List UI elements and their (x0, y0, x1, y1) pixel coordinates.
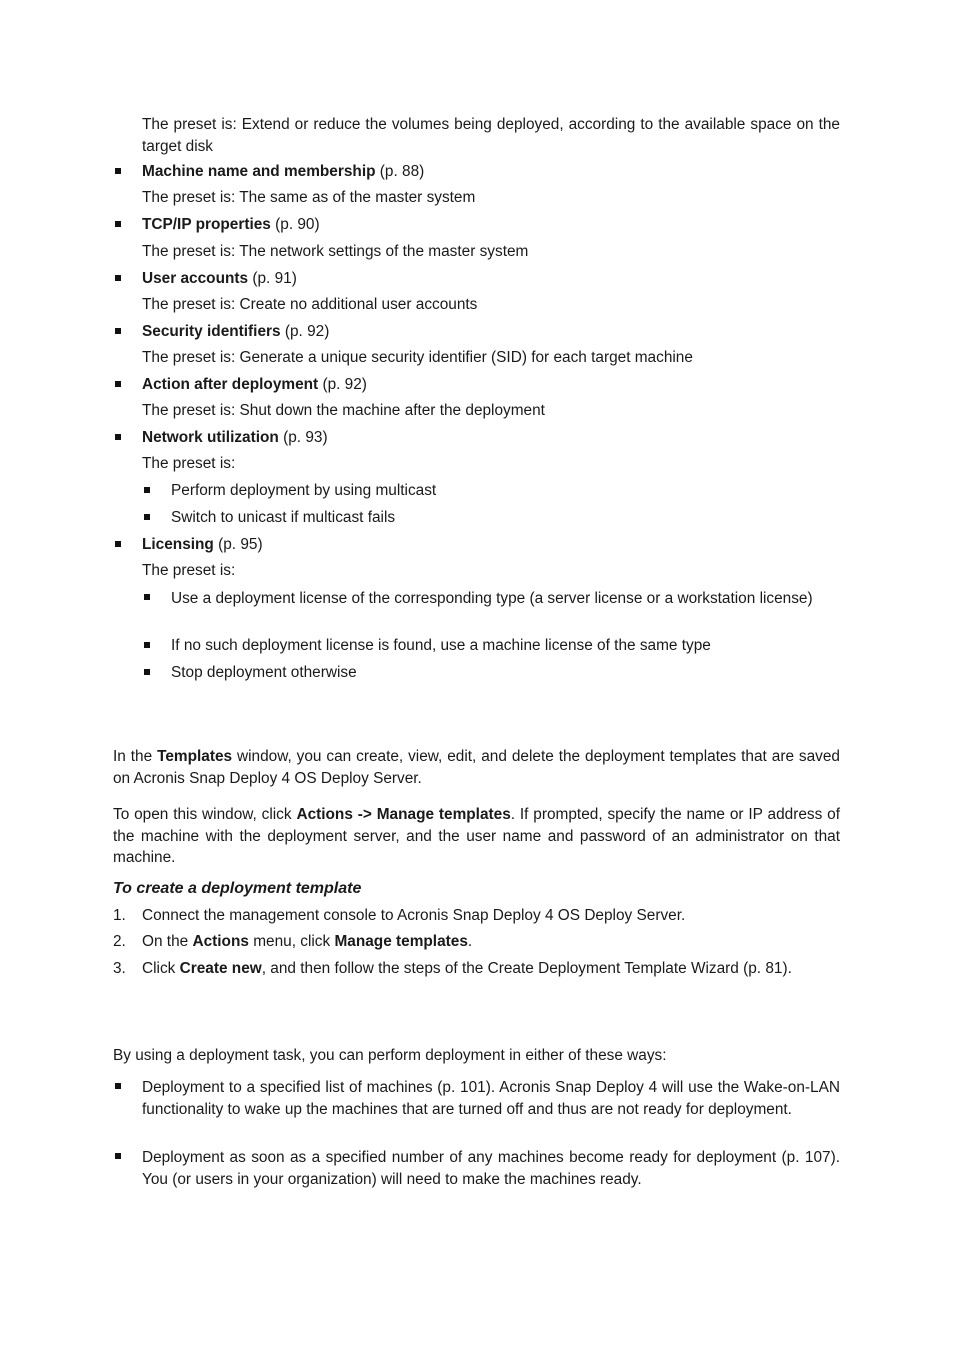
text: . If prompted, specify the name or IP address of the machine with the deployment server, and the user name and password of an administrator on that machine. (113, 806, 840, 866)
page-ref: (p. 88) (375, 163, 425, 180)
text: window, you can create, view, edit, and delete the deployment templates that are saved on Acronis Snap Deploy 4 OS Deploy Server. (113, 748, 840, 787)
page-ref: (p. 91) (248, 270, 297, 287)
step-text (142, 932, 472, 952)
sub-item: Stop deployment otherwise (171, 664, 357, 681)
setting-item (142, 162, 424, 182)
templates-paragraph (113, 746, 840, 789)
preset-text: The preset is: Generate a unique security identifier (SID) for each target machine (142, 349, 693, 366)
preset-text: The preset is: The network settings of the master system (142, 243, 529, 260)
bullet-icon (115, 381, 121, 387)
setting-title: Network utilization (142, 429, 279, 446)
setting-item (142, 269, 297, 289)
preset-text: The preset is: (142, 562, 236, 579)
page-ref: (p. 92) (280, 323, 330, 340)
bullet-icon (144, 514, 150, 520)
setting-item (142, 375, 367, 395)
open-window-paragraph (113, 804, 840, 869)
page-ref: (p. 93) (278, 429, 328, 446)
text: In the (113, 748, 158, 765)
bullet-icon (115, 1153, 121, 1159)
emphasis: Create new (179, 960, 262, 977)
step-number: 1. (113, 907, 126, 924)
bullet-icon (115, 221, 121, 227)
step-text (142, 959, 792, 979)
setting-item (142, 322, 329, 342)
emphasis: Templates (157, 748, 233, 765)
text: , and then follow the steps of the Create Deployment Template Wizard (p. 81). (261, 960, 792, 977)
preset-text: The preset is: The same as of the master system (142, 189, 476, 206)
text: Click (142, 960, 180, 977)
bullet-icon (144, 594, 150, 600)
step-text (142, 906, 685, 926)
tasks-intro: By using a deployment task, you can perform deployment in either of these ways: (113, 1047, 667, 1064)
text: Connect the management console to Acronis Snap Deploy 4 OS Deploy Server. (142, 907, 686, 924)
setting-item (142, 428, 328, 448)
setting-item (142, 215, 320, 235)
text: On the (142, 933, 193, 950)
sub-item: If no such deployment license is found, use a machine license of the same type (171, 637, 711, 654)
emphasis: Actions -> Manage templates (296, 806, 511, 823)
step-number: 3. (113, 960, 126, 977)
preset-text: The preset is: (142, 455, 236, 472)
emphasis: Manage templates (334, 933, 468, 950)
bullet-icon (115, 1083, 121, 1089)
setting-title: Machine name and membership (142, 163, 376, 180)
bullet-icon (115, 541, 121, 547)
setting-item (142, 535, 263, 555)
bullet-icon (115, 168, 121, 174)
bullet-icon (115, 275, 121, 281)
setting-title: Action after deployment (142, 376, 319, 393)
step-number: 2. (113, 933, 126, 950)
text: To open this window, click (113, 806, 297, 823)
sub-item: Switch to unicast if multicast fails (171, 509, 396, 526)
preset-text: The preset is: Create no additional user accounts (142, 296, 478, 313)
sub-item: Use a deployment license of the corresponding type (a server license or a workstation license) (171, 590, 813, 607)
procedure-heading: To create a deployment template (113, 880, 362, 897)
task-item: Deployment as soon as a specified number of any machines become ready for deployment (p. 107). You (or users in your organization) will need to make the machines ready. (142, 1149, 840, 1188)
bullet-icon (144, 669, 150, 675)
bullet-icon (144, 487, 150, 493)
bullet-icon (144, 642, 150, 648)
page-ref: (p. 92) (318, 376, 367, 393)
bullet-icon (115, 328, 121, 334)
bullet-icon (115, 434, 121, 440)
setting-title: Licensing (142, 536, 214, 553)
sub-item: Perform deployment by using multicast (171, 482, 437, 499)
text: . (467, 933, 473, 950)
preset-text: The preset is: Shut down the machine after the deployment (142, 402, 545, 419)
preset-text: The preset is: Extend or reduce the volumes being deployed, according to the available space on the target disk (142, 116, 840, 155)
setting-title: Security identifiers (142, 323, 281, 340)
page-ref: (p. 90) (270, 216, 320, 233)
task-item: Deployment to a specified list of machines (p. 101). Acronis Snap Deploy 4 will use the Wake-on-LAN functionality to wake up the machines that are turned off and thus are not ready for deployment. (142, 1079, 840, 1118)
emphasis: Actions (192, 933, 249, 950)
text: menu, click (248, 933, 335, 950)
page-ref: (p. 95) (213, 536, 263, 553)
setting-title: User accounts (142, 270, 249, 287)
setting-title: TCP/IP properties (142, 216, 271, 233)
